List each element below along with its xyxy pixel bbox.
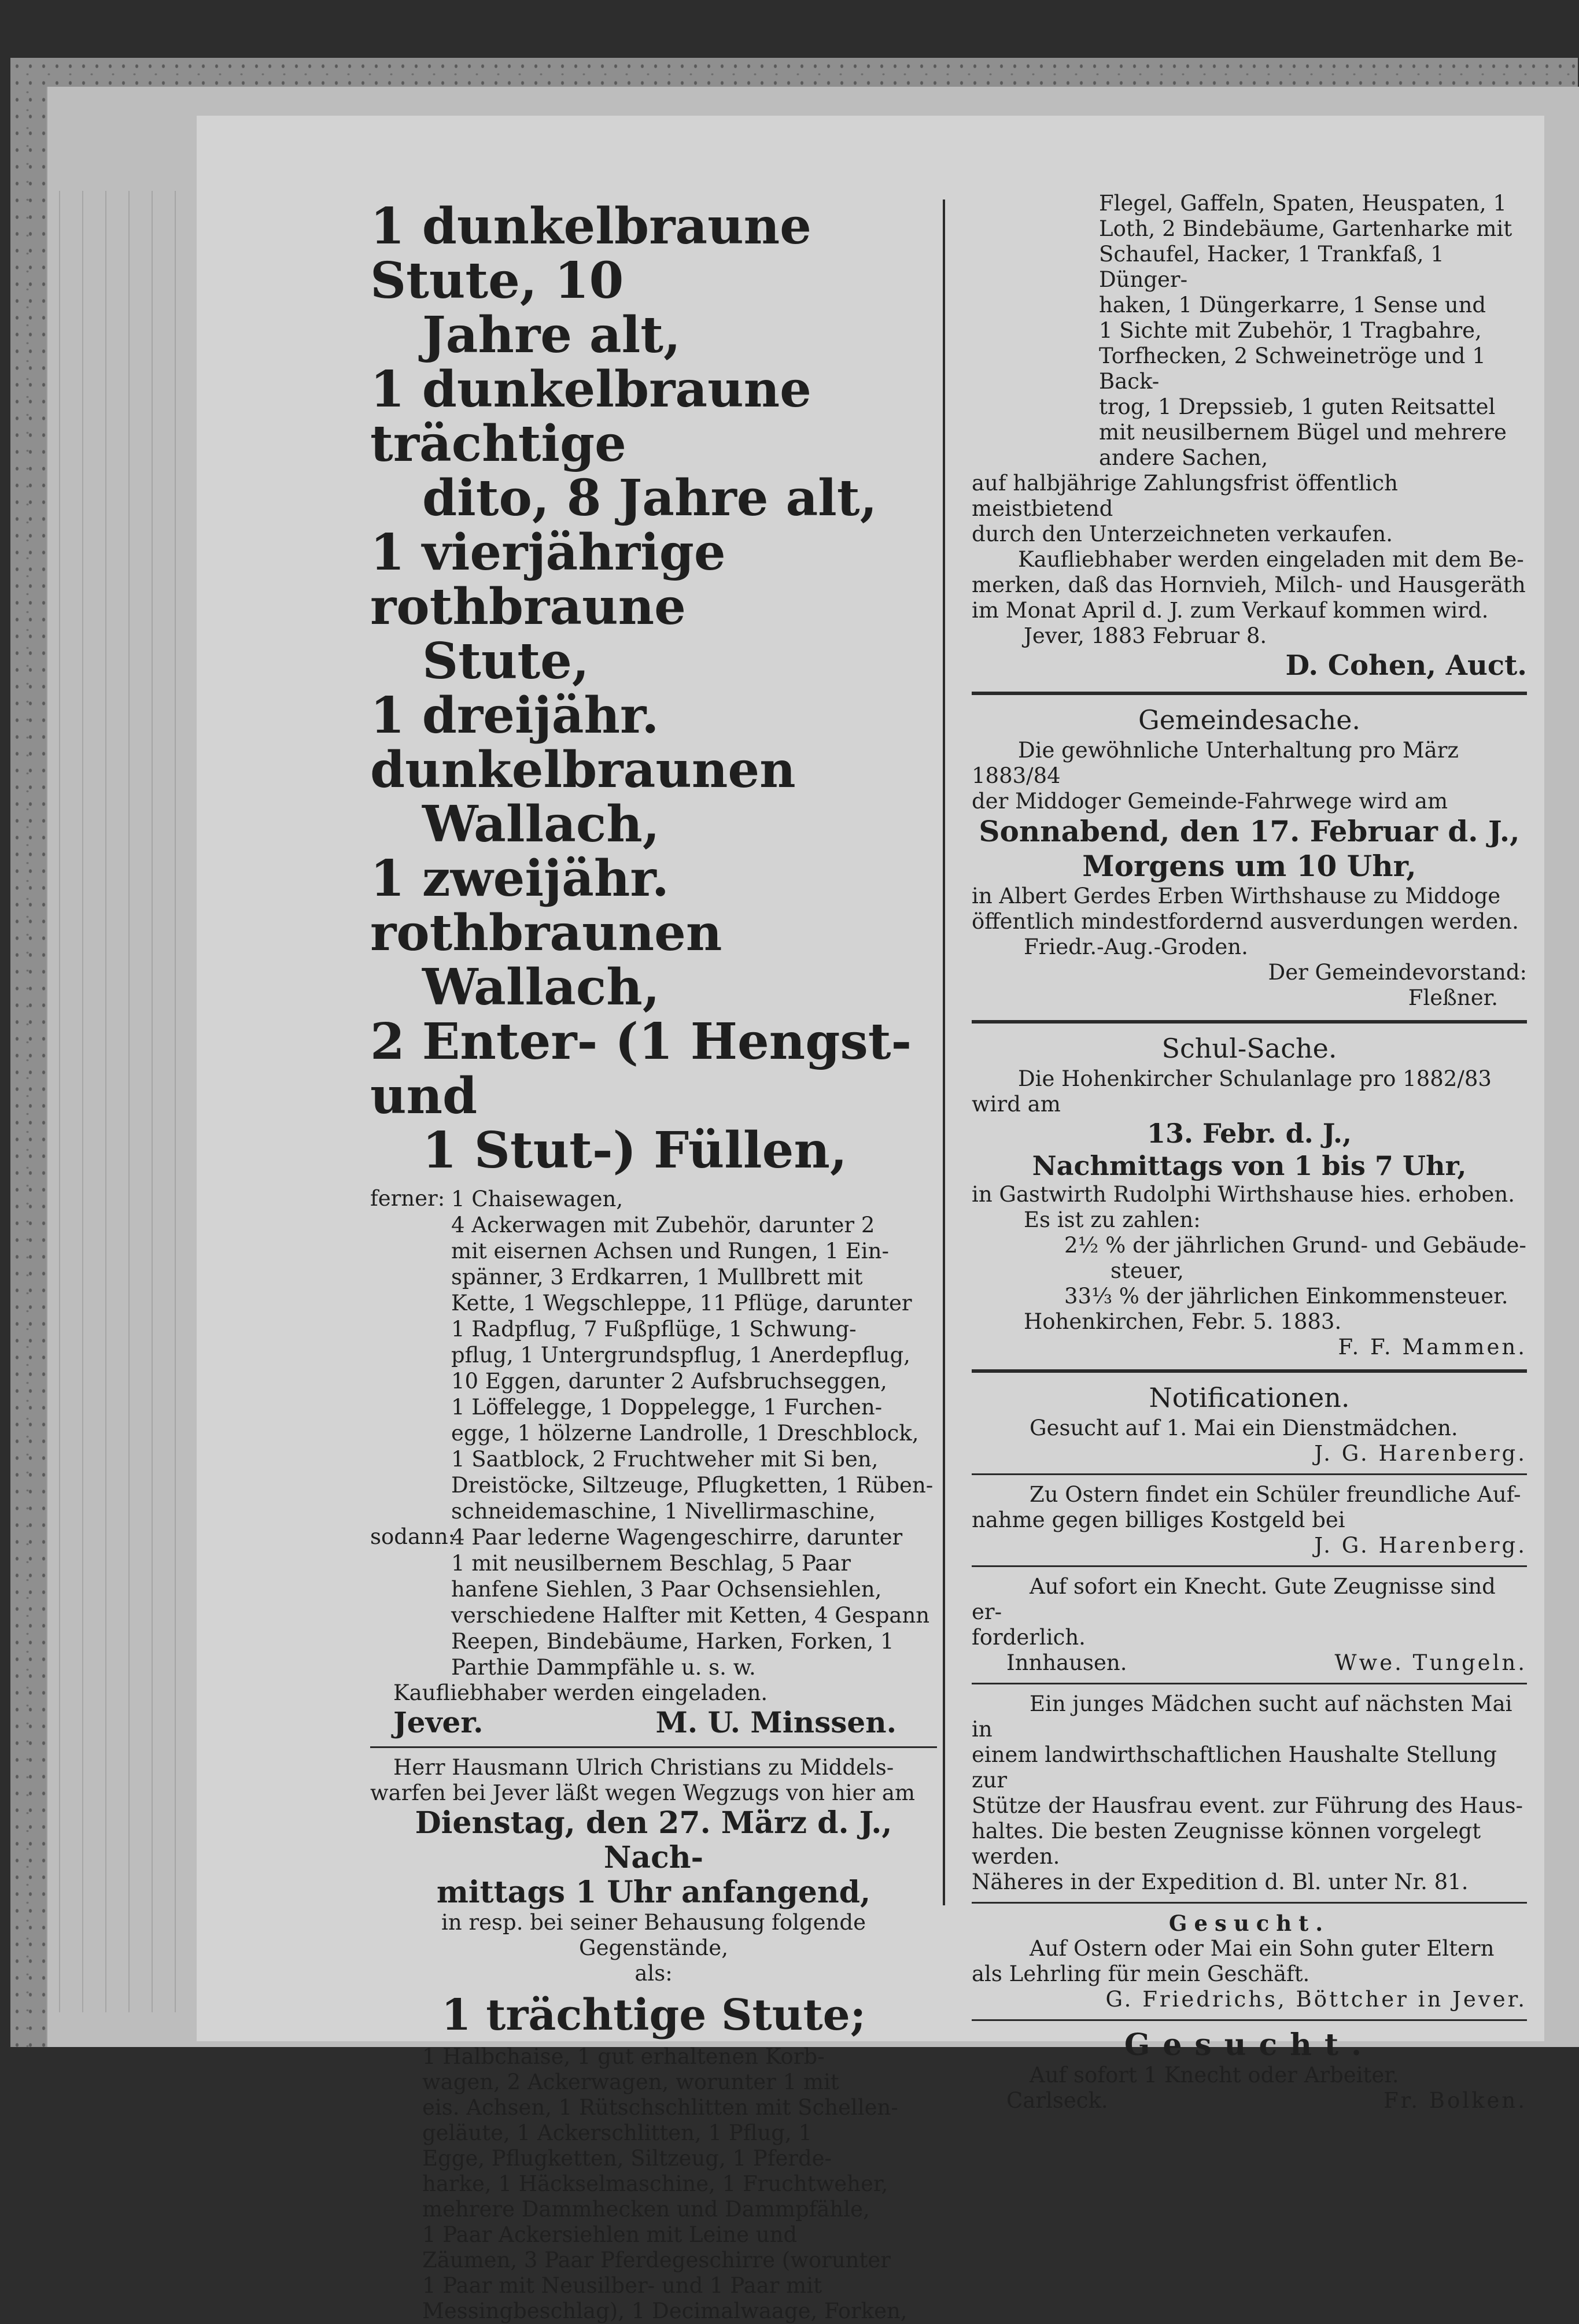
- divider: [972, 1020, 1527, 1024]
- item-line: egge, 1 hölzerne Landrolle, 1 Dreschblock,: [451, 1421, 919, 1446]
- item-line: pflug, 1 Untergrundspflug, 1 Anerdepflug,: [451, 1343, 910, 1368]
- signature: J. G. Harenberg.: [1314, 1533, 1527, 1558]
- signature-row: [370, 1706, 937, 1739]
- item-line: geläute, 1 Ackerschlitten, 1 Pflug, 1: [422, 2120, 812, 2145]
- signature: J. G. Harenberg.: [1314, 1441, 1527, 1466]
- item-line: 1 Paar Ackersiehlen mit Leine und: [422, 2222, 798, 2247]
- text-line: in Gastwirth Rudolphi Wirthshause hies. erhoben.: [972, 1182, 1515, 1207]
- section-title: Gesucht.: [1168, 1911, 1330, 1936]
- item-line: Dreistöcke, Siltzeuge, Pflugketten, 1 Rüben-: [451, 1473, 934, 1498]
- text-line: Gesucht auf 1. Mai ein Dienstmädchen.: [1030, 1416, 1458, 1440]
- sign-name: M. U. Minssen.: [655, 1705, 897, 1739]
- divider: [972, 1473, 1527, 1475]
- item-line: andere Sachen,: [1099, 445, 1268, 470]
- text-line: Zu Ostern findet ein Schüler freundliche Auf-: [1030, 1482, 1521, 1507]
- text-line: haltes. Die besten Zeugnisse können vorgelegt werden.: [972, 1819, 1481, 1869]
- item-line: schneidemaschine, 1 Nivellirmaschine,: [451, 1499, 876, 1524]
- rate-line: 2½ % der jährlichen Grund- und Gebäude-: [1064, 1233, 1526, 1258]
- invite-text: Kaufliebhaber werden eingeladen.: [393, 1680, 768, 1705]
- section-title: Notificationen.: [1149, 1382, 1350, 1413]
- item-line: 1 Löffelegge, 1 Doppelegge, 1 Furchen-: [451, 1395, 883, 1420]
- text-line: Es ist zu zahlen:: [1024, 1207, 1201, 1232]
- text-line: Auf sofort ein Knecht. Gute Zeugnisse sind er-: [972, 1574, 1496, 1624]
- date-line: Nachmittags von 1 bis 7 Uhr,: [1032, 1150, 1467, 1181]
- date-line: 13. Febr. d. J.,: [1146, 1118, 1352, 1149]
- ferner-block: [370, 1186, 937, 1524]
- headline-line: 1 vierjährige rothbraune: [370, 523, 726, 636]
- text-line: der Middoger Gemeinde-Fahrwege wird am: [972, 789, 1448, 814]
- headline-line: 1 dunkelbraune Stute, 10: [370, 197, 811, 310]
- headline-line: 1 Stut-) Füllen,: [422, 1121, 847, 1180]
- divider: [972, 1369, 1527, 1373]
- text-line: wird am: [972, 1092, 1061, 1117]
- item-line: mehrere Dammhecken und Dammpfähle,: [422, 2197, 870, 2222]
- item-line: Messingbeschlag), 1 Decimalwaage, Forken,: [422, 2299, 907, 2323]
- ad-place: als:: [634, 1961, 673, 1986]
- item-line: Schaufel, Hacker, 1 Trankfaß, 1 Dünger-: [1099, 242, 1444, 292]
- item-line: Parthie Dammpfähle u. s. w.: [451, 1655, 756, 1680]
- text-line: durch den Unterzeichneten verkaufen.: [972, 522, 1393, 546]
- item-line: mit neusilbernem Bügel und mehrere: [1099, 420, 1507, 445]
- item-line: Reepen, Bindebäume, Harken, Forken, 1: [451, 1629, 894, 1654]
- item-line: 10 Eggen, darunter 2 Aufsbruchseggen,: [451, 1369, 887, 1394]
- text-line: Auf Ostern oder Mai ein Sohn guter Eltern: [1030, 1936, 1495, 1961]
- signature: Fr. Bolken.: [1383, 2088, 1527, 2113]
- item-line: Egge, Pflugketten, Siltzeug, 1 Pferde-: [422, 2146, 832, 2171]
- text-line: Auf sofort 1 Knecht oder Arbeiter.: [1030, 2063, 1399, 2087]
- item-line: 4 Ackerwagen mit Zubehör, darunter 2: [451, 1213, 875, 1237]
- text-line: im Monat April d. J. zum Verkauf kommen wird.: [972, 598, 1489, 623]
- item-line: Loth, 2 Bindebäume, Gartenharke mit: [1099, 216, 1512, 241]
- item-line: 1 Saatblock, 2 Fruchtweher mit Si ben,: [451, 1447, 879, 1472]
- date-line: Sonnabend, den 17. Februar d. J.,: [979, 814, 1520, 848]
- column-divider: [943, 199, 945, 1905]
- signature: Der Gemeindevorstand:: [1268, 960, 1527, 985]
- item-line: wagen, 2 Ackerwagen, worunter 1 mit: [422, 2070, 839, 2094]
- divider: [972, 1902, 1527, 1904]
- headline-line: 1 zweijähr. rothbraunen: [370, 849, 722, 962]
- item-line: Kette, 1 Wegschleppe, 11 Pflüge, darunter: [451, 1291, 912, 1316]
- item-line: 1 mit neusilbernem Beschlag, 5 Paar: [451, 1551, 851, 1576]
- page-edge: [82, 191, 83, 2012]
- divider: [972, 692, 1527, 695]
- item-line: 1 Paar mit Neusilber- und 1 Paar mit: [422, 2273, 822, 2298]
- headline-line: Stute,: [422, 632, 589, 690]
- left-column: [370, 199, 937, 2324]
- section-title: Gesucht.: [1124, 2027, 1375, 2063]
- item-line: hanfene Siehlen, 3 Paar Ochsensiehlen,: [451, 1577, 882, 1602]
- item-line: trog, 1 Drepssieb, 1 guten Reitsattel: [1099, 394, 1496, 419]
- text-line: merken, daß das Hornvieh, Milch- und Hausgeräth: [972, 572, 1526, 597]
- text-line: Die gewöhnliche Unterhaltung pro März 1883/84: [972, 738, 1459, 788]
- ad-intro: warfen bei Jever läßt wegen Wegzugs von hier am: [370, 1780, 916, 1805]
- item-line: Zäumen, 3 Paar Pferdegeschirre (worunter: [422, 2248, 891, 2273]
- page-edge: [128, 191, 130, 2012]
- item-line: verschiedene Halfter mit Ketten, 4 Gespann: [451, 1603, 930, 1628]
- sodann-block: [370, 1524, 937, 1680]
- page-edge: [175, 191, 176, 2012]
- item-line: mit eisernen Achsen und Rungen, 1 Ein-: [451, 1239, 889, 1263]
- rate-line: 33⅓ % der jährlichen Einkommensteuer.: [1064, 1284, 1508, 1309]
- place-line: Carlseck.: [1006, 2088, 1108, 2113]
- place-line: Innhausen.: [1006, 1650, 1127, 1675]
- signature-row: [972, 2088, 1527, 2114]
- signature: D. Cohen, Auct.: [1285, 649, 1527, 682]
- signature: F. F. Mammen.: [1338, 1335, 1527, 1359]
- date-line: Morgens um 10 Uhr,: [1082, 849, 1416, 883]
- item-line: spänner, 3 Erdkarren, 1 Mullbrett mit: [451, 1265, 863, 1290]
- sodann-label: sodann:: [370, 1524, 456, 1549]
- signature: Wwe. Tungeln.: [1334, 1650, 1527, 1675]
- text-line: einem landwirthschaftlichen Haushalte Stellung zur: [972, 1742, 1497, 1793]
- headline-line: Jahre alt,: [422, 306, 681, 364]
- ad-headline: 1 trächtige Stute;: [441, 1990, 866, 2040]
- item-line: 1 Sichte mit Zubehör, 1 Tragbahre,: [1099, 318, 1482, 343]
- text-line: in Albert Gerdes Erben Wirthshause zu Middoge: [972, 884, 1501, 908]
- text-line: nahme gegen billiges Kostgeld bei: [972, 1508, 1345, 1532]
- place-line: Friedr.-Aug.-Groden.: [1024, 934, 1248, 959]
- signature-row: [972, 1650, 1527, 1676]
- date-line: Jever, 1883 Februar 8.: [1024, 623, 1267, 648]
- item-line: 1 Chaisewagen,: [451, 1187, 624, 1211]
- text-line: Näheres in der Expedition d. Bl. unter Nr. 81.: [972, 1869, 1469, 1894]
- headline-line: 2 Enter- (1 Hengst- und: [370, 1013, 912, 1125]
- place-line: Hohenkirchen, Febr. 5. 1883.: [1024, 1309, 1342, 1334]
- ad-place: in resp. bei seiner Behausung folgende Gegenstände,: [441, 1910, 866, 1960]
- section-title: Gemeindesache.: [1138, 704, 1361, 736]
- ferner-label: ferner:: [370, 1186, 445, 1211]
- ad-date: Dienstag, den 27. März d. J., Nach-: [415, 1805, 892, 1875]
- text-line: Stütze der Hausfrau event. zur Führung des Haus-: [972, 1793, 1523, 1818]
- text-line: öffentlich mindestfordernd ausverdungen werden.: [972, 909, 1519, 934]
- headline-line: Wallach,: [422, 795, 660, 854]
- text-line: als Lehrling für mein Geschäft.: [972, 1961, 1310, 1986]
- item-line: eis. Achsen, 1 Rütschschlitten mit Schellen-: [422, 2095, 898, 2120]
- ad-intro: Herr Hausmann Ulrich Christians zu Middels-: [393, 1755, 894, 1780]
- divider: [972, 1565, 1527, 1567]
- ad-date: mittags 1 Uhr anfangend,: [436, 1875, 871, 1910]
- text-line: forderlich.: [972, 1625, 1086, 1650]
- headline-line: 1 dreijähr. dunkelbraunen: [370, 686, 796, 799]
- item-line: Flegel, Gaffeln, Spaten, Heuspaten, 1: [1099, 191, 1507, 216]
- page-edge: [152, 191, 153, 2012]
- right-column: [972, 191, 1527, 2114]
- text-line: Die Hohenkircher Schulanlage pro 1882/83: [1018, 1066, 1492, 1091]
- signature: Fleßner.: [1408, 985, 1498, 1010]
- divider: [370, 1746, 937, 1748]
- sign-place: Jever.: [393, 1705, 484, 1739]
- headline-line: dito, 8 Jahre alt,: [422, 469, 877, 527]
- headline-line: Wallach,: [422, 958, 660, 1017]
- rate-line: steuer,: [1111, 1258, 1184, 1283]
- text-line: auf halbjährige Zahlungsfrist öffentlich meistbietend: [972, 471, 1398, 521]
- item-line: 4 Paar lederne Wagengeschirre, darunter: [451, 1525, 903, 1550]
- text-line: Ein junges Mädchen sucht auf nächsten Mai in: [972, 1691, 1512, 1742]
- headline-line: 1 dunkelbraune trächtige: [370, 360, 811, 473]
- page-edge: [105, 191, 106, 2012]
- divider: [972, 1683, 1527, 1684]
- page-edge: [59, 191, 60, 2012]
- item-line: harke, 1 Häckselmaschine, 1 Fruchtweher,: [422, 2171, 888, 2196]
- item-line: haken, 1 Düngerkarre, 1 Sense und: [1099, 293, 1486, 317]
- item-line: 1 Radpflug, 7 Fußpflüge, 1 Schwung-: [451, 1317, 857, 1342]
- section-title: Schul-Sache.: [1161, 1033, 1337, 1064]
- item-line: Torfhecken, 2 Schweinetröge und 1 Back-: [1099, 343, 1486, 394]
- item-line: 1 Halbchaise, 1 gut erhaltenen Korb-: [422, 2044, 825, 2069]
- divider: [972, 2019, 1527, 2021]
- text-line: Kaufliebhaber werden eingeladen mit dem Be-: [1018, 547, 1524, 572]
- signature: G. Friedrichs, Böttcher in Jever.: [1105, 1987, 1527, 2012]
